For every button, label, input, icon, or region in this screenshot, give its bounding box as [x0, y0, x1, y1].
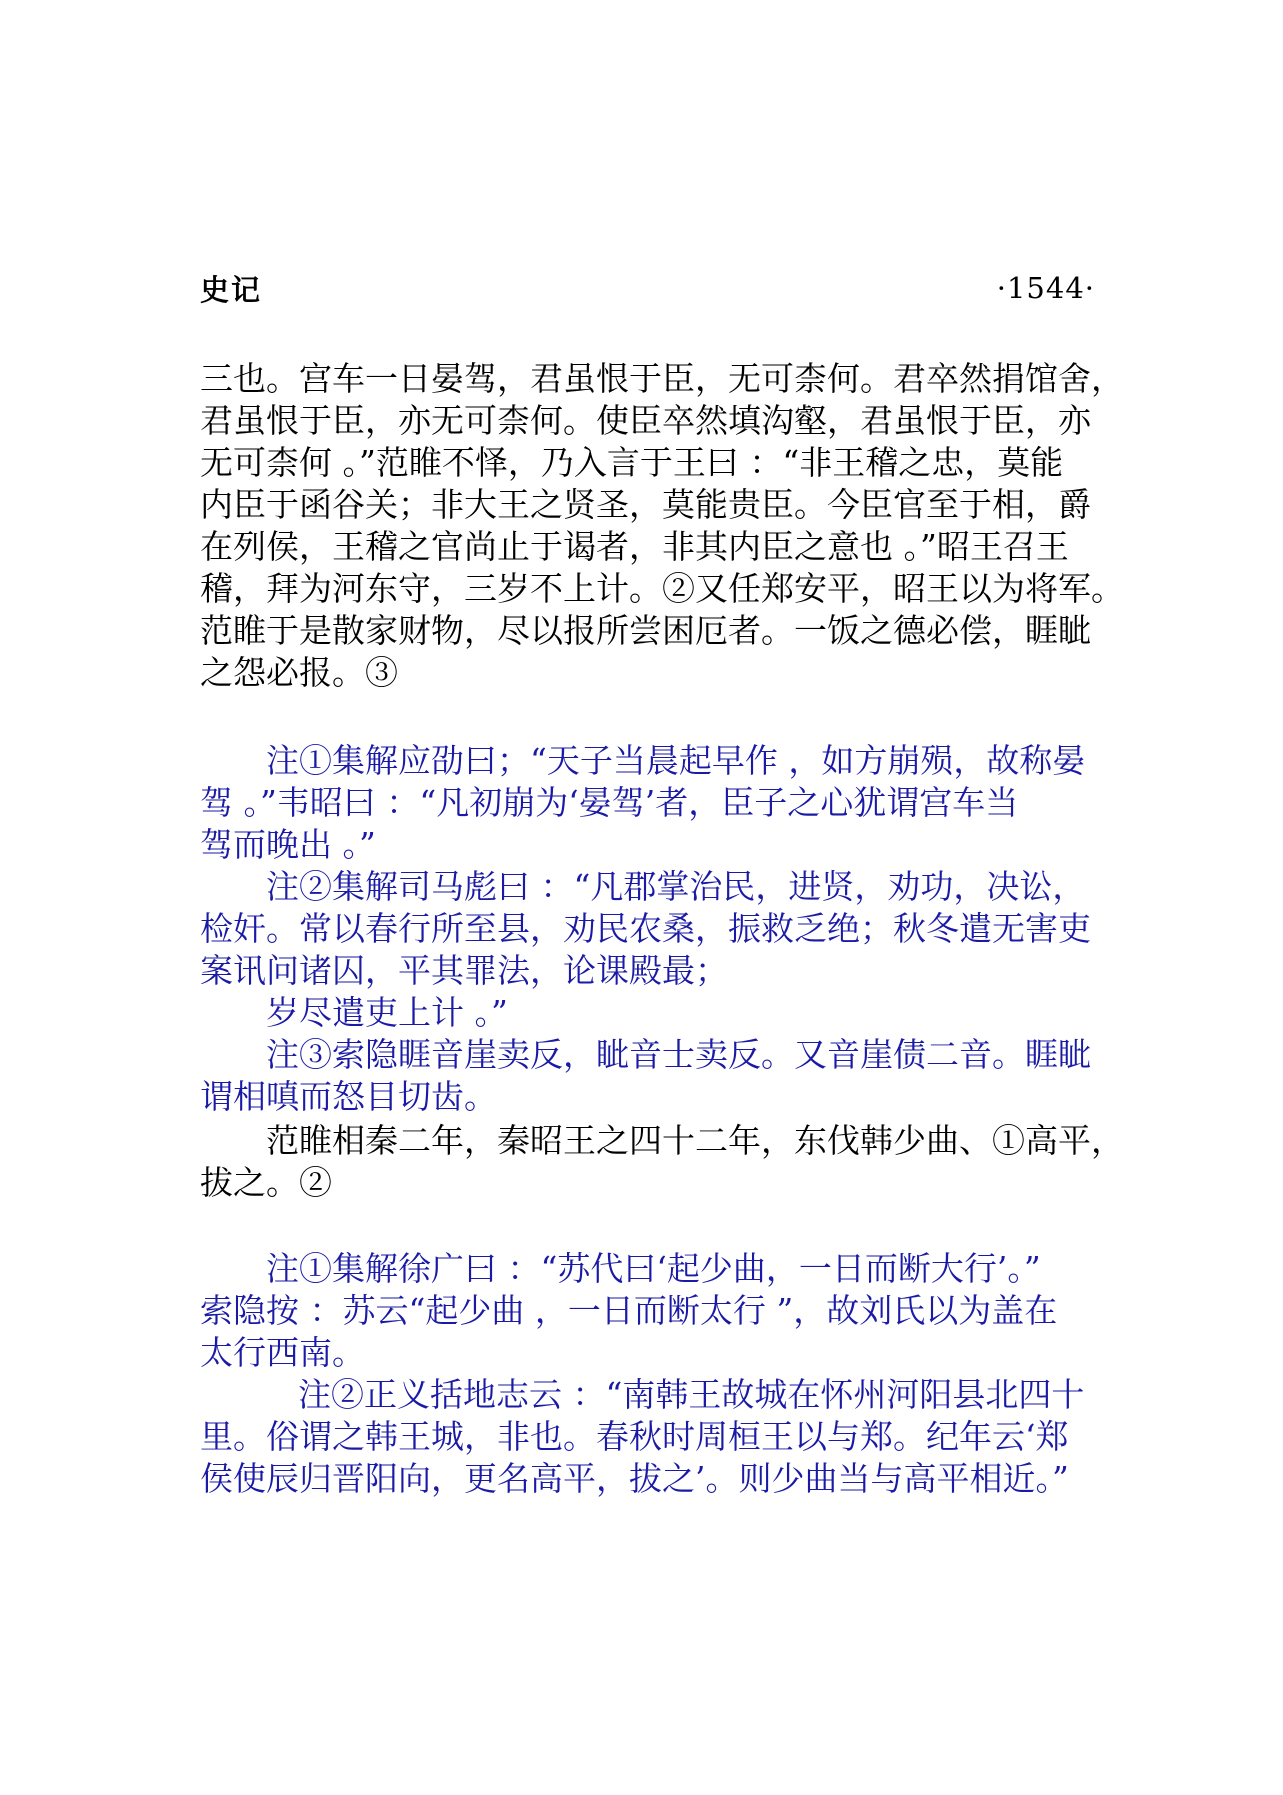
book-title: 史记 [200, 272, 263, 307]
text-line: 三也。宫车一日晏驾，君虽恨于臣，无可柰何。君卒然捐馆舍， [200, 359, 1124, 398]
text-line: 内臣于函谷关；非大王之贤圣，莫能贵臣。今臣官至于相，爵 [200, 485, 1091, 524]
note-line: 索隐按 ：苏云“起少曲 ，一日而断太行 ”，故刘氏以为盖在 [200, 1291, 1058, 1330]
annotation-block-2 [200, 1248, 1100, 1374]
note-line: 太行西南。 [200, 1333, 365, 1372]
text-line: 无可柰何 。”范睢不怿，乃入言于王曰 ：“非王稽之忠，莫能 [200, 443, 1064, 482]
page-header [200, 268, 1095, 308]
note-line: 案讯问诸囚，平其罪法，论课殿最； [200, 951, 728, 990]
annotation-block-3 [200, 1374, 1100, 1500]
text-line: 在列侯，王稽之官尚止于谒者，非其内臣之意也 。”昭王召王 [200, 527, 1069, 566]
note-line: 侯使辰归晋阳向，更名高平，拔之’。则少曲当与高平相近。” [200, 1459, 1069, 1498]
text-line: 之怨必报。③ [200, 653, 398, 692]
main-passage-1 [200, 358, 1124, 694]
note-line: 里。俗谓之韩王城，非也。春秋时周桓王以与郑。纪年云‘郑 [200, 1417, 1069, 1456]
note-line: 谓相嗔而怒目切齿。 [200, 1077, 497, 1116]
note-line: 注③索隐睚音崖卖反，眦音士卖反。又音崖债二音。睚眦 [266, 1035, 1091, 1074]
note-line: 岁尽遣吏上计 。” [266, 993, 508, 1032]
note-line: 注②正义括地志云 ：“南韩王故城在怀州河阳县北四十 [298, 1375, 1085, 1414]
note-line: 检奸。常以春行所至县，劝民农桑，振救乏绝；秋冬遣无害吏 [200, 909, 1091, 948]
annotation-block-1 [200, 740, 1100, 1118]
page-number: ·1544· [996, 271, 1095, 305]
note-line: 驾而晚出 。” [200, 825, 376, 864]
main-passage-2 [200, 1120, 1124, 1204]
text-line: 范睢相秦二年，秦昭王之四十二年，东伐韩少曲、①高平， [266, 1121, 1124, 1160]
note-line: 注①集解应劭曰；“天子当晨起早作 ，如方崩殒，故称晏 [266, 741, 1086, 780]
text-line: 稽，拜为河东守，三岁不上计。②又任郑安平，昭王以为将军。 [200, 569, 1124, 608]
text-line: 君虽恨于臣，亦无可柰何。使臣卒然填沟壑，君虽恨于臣，亦 [200, 401, 1091, 440]
text-line: 范睢于是散家财物，尽以报所尝困厄者。一饭之德必偿，睚眦 [200, 611, 1091, 650]
note-line: 注①集解徐广曰 ：“苏代曰‘起少曲，一日而断大行’。” [266, 1249, 1041, 1288]
text-line: 拔之。② [200, 1163, 332, 1202]
note-line: 驾 。”韦昭曰 ：“凡初崩为‘晏驾’者，臣子之心犹谓宫车当 [200, 783, 1019, 822]
note-line: 注②集解司马彪曰 ：“凡郡掌治民，进贤，劝功，决讼， [266, 867, 1086, 906]
